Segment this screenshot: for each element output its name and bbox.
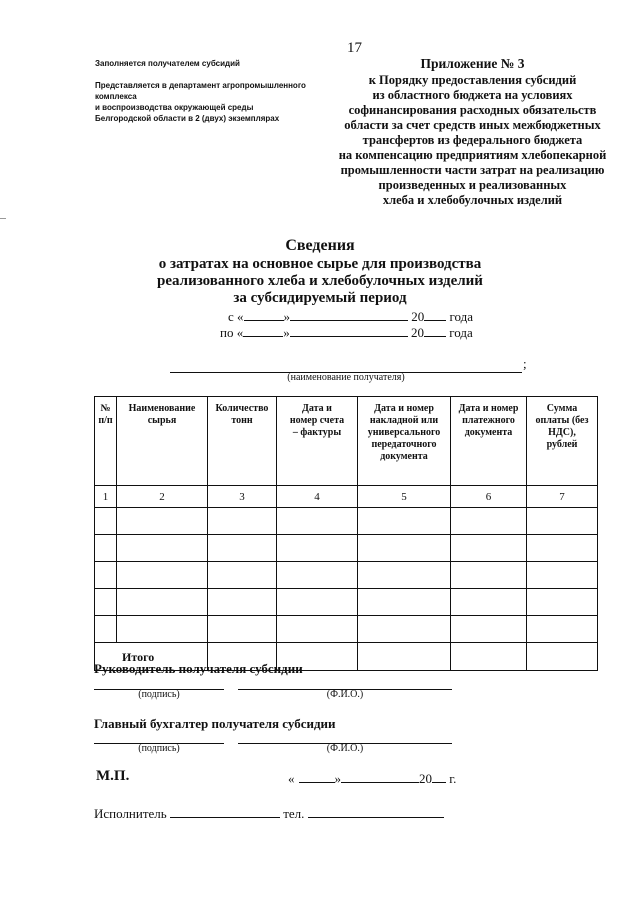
sign-date bbox=[288, 770, 456, 787]
recipient-caption: (наименование получателя) bbox=[287, 372, 405, 383]
table-cell[interactable] bbox=[451, 616, 527, 643]
column-number: 6 bbox=[451, 486, 527, 508]
annex-line: произведенных и реализованных bbox=[378, 178, 567, 192]
year-field[interactable] bbox=[432, 770, 446, 783]
table-cell[interactable] bbox=[527, 508, 598, 535]
table-cell[interactable] bbox=[358, 589, 451, 616]
year-prefix: 20 bbox=[419, 771, 432, 786]
table-cell[interactable] bbox=[358, 616, 451, 643]
table-cell[interactable] bbox=[95, 535, 117, 562]
document-title bbox=[150, 236, 490, 307]
table-cell[interactable] bbox=[358, 508, 451, 535]
table-cell[interactable] bbox=[451, 508, 527, 535]
executor-field[interactable] bbox=[170, 805, 280, 818]
annex-header bbox=[330, 56, 615, 208]
page-number: 17 bbox=[347, 40, 362, 56]
year-prefix: 20 bbox=[410, 325, 424, 340]
year-field[interactable] bbox=[424, 308, 446, 321]
day-field[interactable] bbox=[243, 324, 283, 337]
table-cell[interactable] bbox=[451, 589, 527, 616]
period-quote: » bbox=[283, 309, 291, 324]
column-header: № п/п bbox=[95, 397, 117, 486]
day-field[interactable] bbox=[299, 770, 335, 783]
table-cell[interactable] bbox=[117, 562, 208, 589]
column-number: 1 bbox=[95, 486, 117, 508]
table-row bbox=[95, 562, 598, 589]
table-cell[interactable] bbox=[277, 589, 358, 616]
column-header: Сумма оплаты (без НДС), рублей bbox=[527, 397, 598, 486]
total-cell[interactable] bbox=[527, 643, 598, 671]
column-number-row bbox=[95, 486, 598, 508]
table-cell[interactable] bbox=[277, 562, 358, 589]
table-cell[interactable] bbox=[208, 616, 277, 643]
executor-label: Исполнитель bbox=[94, 806, 167, 821]
period-from bbox=[228, 308, 473, 325]
day-field[interactable] bbox=[244, 308, 284, 321]
annex-line: софинансирования расходных обязательств bbox=[348, 103, 597, 117]
submission-note-line: Представляется в департамент агропромышленного bbox=[95, 81, 306, 90]
annex-title: Приложение № 3 bbox=[420, 56, 525, 71]
column-number: 7 bbox=[527, 486, 598, 508]
total-cell[interactable] bbox=[358, 643, 451, 671]
year-prefix: 20 bbox=[411, 309, 425, 324]
table-cell[interactable] bbox=[358, 535, 451, 562]
annex-line: к Порядку предоставления субсидий bbox=[368, 73, 577, 87]
table-cell[interactable] bbox=[208, 535, 277, 562]
document-heading: Сведения bbox=[285, 237, 355, 254]
period-from-prefix: с « bbox=[228, 309, 244, 324]
table-cell[interactable] bbox=[208, 562, 277, 589]
column-number: 5 bbox=[358, 486, 451, 508]
table-cell[interactable] bbox=[117, 508, 208, 535]
table-cell[interactable] bbox=[527, 562, 598, 589]
margin-mark bbox=[0, 218, 6, 219]
submission-note-line: Белгородской области в 2 (двух) экземплярах bbox=[95, 114, 280, 123]
table-cell[interactable] bbox=[527, 535, 598, 562]
table-row bbox=[95, 508, 598, 535]
annex-line: трансфертов из федерального бюджета bbox=[362, 133, 583, 147]
annex-line: области за счет средств иных межбюджетных bbox=[344, 118, 601, 132]
month-field[interactable] bbox=[290, 308, 408, 321]
date-close-quote: » bbox=[334, 771, 341, 786]
name-caption: (Ф.И.О.) bbox=[326, 689, 364, 700]
month-field[interactable] bbox=[290, 324, 408, 337]
total-cell[interactable] bbox=[451, 643, 527, 671]
table-cell[interactable] bbox=[117, 616, 208, 643]
table-cell[interactable] bbox=[208, 589, 277, 616]
accountant-title: Главный бухгалтер получателя субсидии bbox=[94, 716, 336, 731]
table-cell[interactable] bbox=[95, 616, 117, 643]
table-cell[interactable] bbox=[358, 562, 451, 589]
document-subtitle-line: о затратах на основное сырье для производства bbox=[158, 256, 482, 272]
table-cell[interactable] bbox=[277, 535, 358, 562]
year-suffix: года bbox=[449, 309, 474, 324]
table-cell[interactable] bbox=[527, 616, 598, 643]
signature-caption: (подпись) bbox=[138, 689, 180, 700]
recipient-semicolon: ; bbox=[523, 356, 527, 371]
annex-line: на компенсацию предприятиям хлебопекарной bbox=[338, 148, 607, 162]
column-header: Количество тонн bbox=[208, 397, 277, 486]
year-suffix: года bbox=[449, 325, 473, 340]
document-subtitle-line: реализованного хлеба и хлебобулочных изделий bbox=[157, 273, 483, 289]
submission-note-line: комплекса bbox=[95, 92, 137, 101]
table-row bbox=[95, 589, 598, 616]
executor-row bbox=[94, 805, 444, 822]
period-to bbox=[220, 324, 473, 341]
table-cell[interactable] bbox=[277, 508, 358, 535]
column-number: 3 bbox=[208, 486, 277, 508]
period-to-prefix: по « bbox=[220, 325, 244, 340]
seal-label: М.П. bbox=[96, 768, 130, 784]
table-cell[interactable] bbox=[451, 535, 527, 562]
total-label: Итого bbox=[95, 643, 208, 671]
table-cell[interactable] bbox=[95, 562, 117, 589]
column-header: Дата и номер счета – фактуры bbox=[277, 397, 358, 486]
table-row bbox=[95, 616, 598, 643]
head-title: Руководитель получателя субсидии bbox=[94, 661, 303, 676]
year-field[interactable] bbox=[424, 324, 446, 337]
table-cell[interactable] bbox=[451, 562, 527, 589]
column-header: Дата и номер накладной или универсального передаточного документа bbox=[358, 397, 451, 486]
table-header-row bbox=[95, 397, 598, 486]
column-number: 2 bbox=[117, 486, 208, 508]
document-subtitle-line: за субсидируемый период bbox=[233, 290, 407, 306]
column-number: 4 bbox=[277, 486, 358, 508]
month-field[interactable] bbox=[341, 770, 419, 783]
table-cell[interactable] bbox=[527, 589, 598, 616]
table-cell[interactable] bbox=[95, 508, 117, 535]
expenses-table bbox=[94, 396, 598, 671]
table-cell[interactable] bbox=[208, 508, 277, 535]
phone-field[interactable] bbox=[308, 805, 444, 818]
signature-caption: (подпись) bbox=[138, 743, 180, 754]
date-open-quote: « bbox=[288, 771, 295, 786]
name-caption: (Ф.И.О.) bbox=[326, 743, 364, 754]
annex-line: промышленности части затрат на реализацию bbox=[340, 163, 605, 177]
table-cell[interactable] bbox=[117, 589, 208, 616]
submission-note bbox=[95, 58, 345, 124]
table-cell[interactable] bbox=[117, 535, 208, 562]
submission-note-line: Заполняется получателем субсидий bbox=[95, 59, 240, 68]
table-cell[interactable] bbox=[277, 616, 358, 643]
year-suffix: г. bbox=[449, 771, 457, 786]
annex-line: хлеба и хлебобулочных изделий bbox=[382, 193, 563, 207]
period-quote: » bbox=[283, 325, 290, 340]
table-row bbox=[95, 535, 598, 562]
table-cell[interactable] bbox=[95, 589, 117, 616]
column-header: Наименование сырья bbox=[117, 397, 208, 486]
column-header: Дата и номер платежного документа bbox=[451, 397, 527, 486]
submission-note-line: и воспроизводства окружающей среды bbox=[95, 103, 254, 112]
annex-line: из областного бюджета на условиях bbox=[372, 88, 573, 102]
phone-label: тел. bbox=[283, 806, 305, 821]
